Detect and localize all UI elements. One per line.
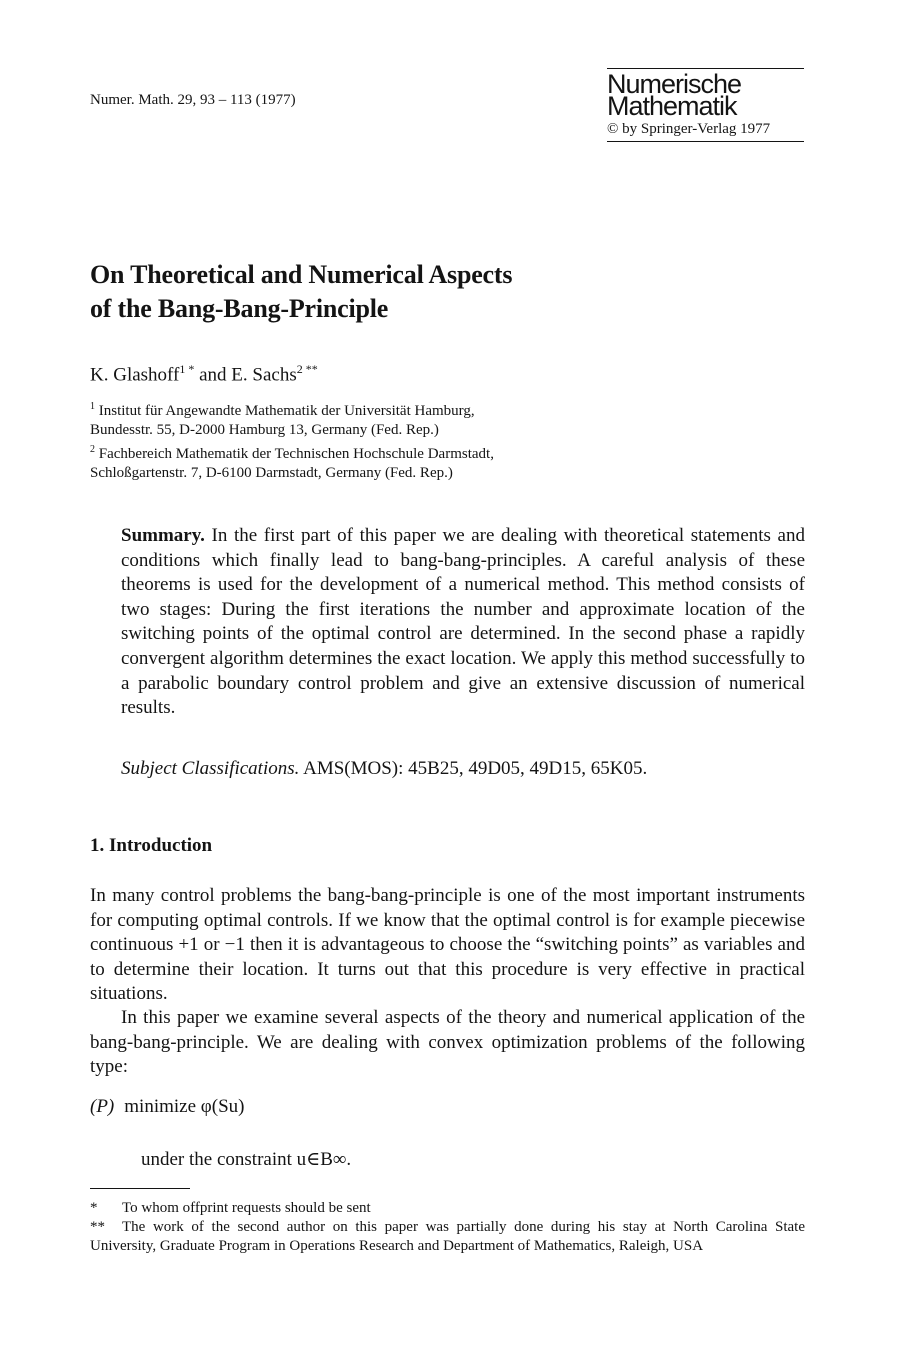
title-line1: On Theoretical and Numerical Aspects [90,260,513,289]
subject-codes: AMS(MOS): 45B25, 49D05, 49D15, 65K05. [299,758,648,779]
affiliation-2-mark: 2 [90,444,95,455]
summary-abstract [121,524,805,721]
summary-text: In the first part of this paper we are dealing with theoretical statements and conditions which finally lead to bang-bang-principles. A careful analysis of these theorems is used for the development of a numerical method. This method consists of two stages: During the first iterations the number and approximate location of the switching points of the optimal control are determined. In the second phase a rapidly convergent algorithm determines the exact location. We apply this method successfully to a parabolic boundary control problem and give an extensive discussion of numerical results. [121,525,805,719]
affiliation-1-line2: Bundesstr. 55, D-2000 Hamburg 13, Germany (Fed. Rep.) [90,422,439,438]
paper-title [90,258,512,326]
journal-name [607,69,804,121]
intro-paragraph-1: In many control problems the bang-bang-principle is one of the most important instruments for computing optimal controls. If we know that the optimal control is for example piecewise continuous +1 or −1 then it is advantageous to choose the “switching points” as variables and to determine their location. It turns out that this procedure is very effective in practical situations. [90,885,805,1005]
summary-label: Summary. [121,525,205,546]
journal-name-line2: Mathematik [607,91,737,121]
affiliations [90,397,494,483]
journal-masthead [607,68,804,142]
footnote-2-text: The work of the second author on this paper was partially done during his stay at North Carolina State University, Graduate Program in Operations Research and Department of Mathematics, Raleigh, USA [90,1219,805,1254]
footnote-1 [90,1199,805,1218]
problem-objective: minimize φ(Su) [124,1096,245,1117]
footnotes [90,1199,805,1256]
problem-constraint: under the constraint u∈B∞. [141,1149,352,1170]
journal-citation: Numer. Math. 29, 93 – 113 (1977) [90,92,296,108]
author2-footnote-mark: 2 ** [296,362,318,376]
section-heading-introduction: 1. Introduction [90,835,213,856]
affiliation-2-line2: Schloßgartenstr. 7, D-6100 Darmstadt, Germany (Fed. Rep.) [90,465,453,481]
journal-name-line1: Numerische [607,69,742,99]
masthead-bottom-rule [607,141,804,142]
affiliation-1-line1: $^1$ Institut für Angewandte Mathematik der Universität Hamburg, [90,401,475,419]
affiliation-2-line1: $^2$ Fachbereich Mathematik der Technischen Hochschule Darmstadt, [90,444,494,462]
footnote-1-mark: * [90,1200,98,1216]
footnote-2-mark: ** [90,1219,105,1235]
author-glashoff: K. Glashoff [90,364,180,386]
problem-label: (P) [90,1096,115,1117]
problem-statement [90,1096,244,1118]
affiliation-1-mark: 1 [90,401,95,412]
subject-classifications [121,758,647,780]
footnote-separator [90,1188,190,1189]
subject-label: Subject Classifications. [121,758,300,779]
author-list [90,362,318,386]
author1-footnote-mark: 1 * [179,362,195,376]
author-sachs: E. Sachs [231,364,297,386]
copyright-notice: © by Springer-Verlag 1977 [607,121,771,137]
intro-paragraph-2: In this paper we examine several aspects of the theory and numerical application of the bang-bang-principle. We are dealing with convex optimization problems of the following type: [90,1007,805,1078]
footnote-2 [90,1218,805,1256]
footnote-1-text: To whom offprint requests should be sent [122,1200,371,1216]
author-connector: and [194,364,232,386]
title-line2: of the Bang-Bang-Principle [90,294,389,323]
